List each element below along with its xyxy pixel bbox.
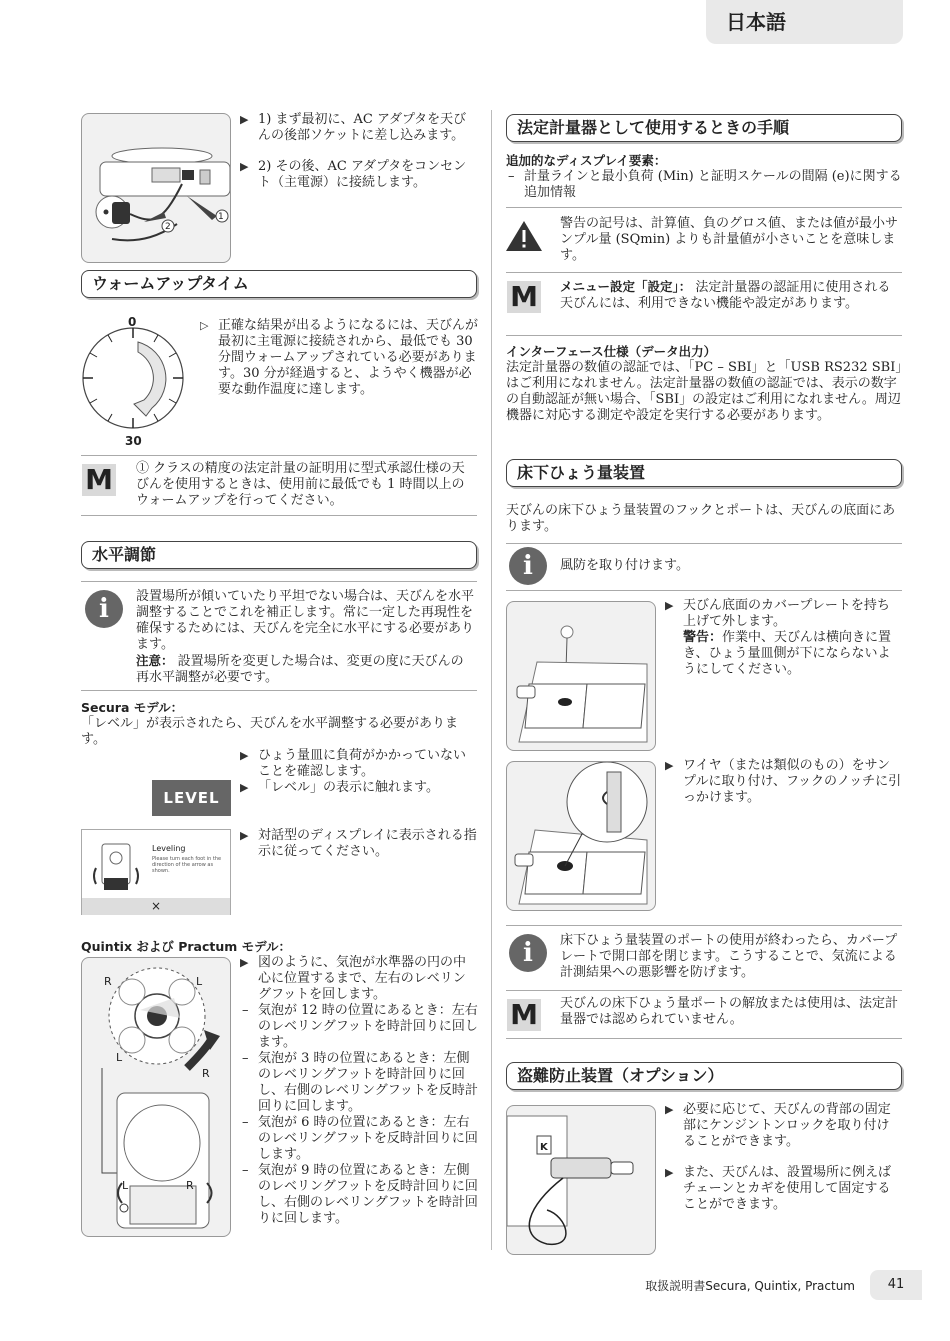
column-divider — [491, 110, 492, 1250]
kensington-figure — [506, 1105, 656, 1255]
quintix-dash-1: – 気泡が 12 時の位置にあるとき：左右のレベリングフットを時計回りに回します。 — [240, 1003, 478, 1051]
leveling-note-label: 注意： — [136, 653, 174, 668]
balance-level-icon — [90, 838, 142, 894]
leveling-info-text — [136, 589, 476, 686]
cover-plate-figure — [506, 601, 656, 751]
kensington-lock-illustration — [507, 1106, 656, 1255]
leveling-screen-title: Leveling — [152, 844, 186, 853]
leveling-bubble-illustration — [82, 958, 231, 1237]
interface-text: 法定計量器の数値の認証では、「PC – SBI」と「USB RS232 SBI」はご利用になれません。法定計量器の数値の認証では、表示の数字の自動認証が無い場合、「SBI」の設定はご利用になれません。周辺機器に対応する測定や設定を実行する必要があります。 — [506, 360, 902, 423]
below-bullet-2: ▶ ワイヤ（または類似のもの）をサンプルに取り付け、フックのノッチに引っかけます。 — [665, 758, 902, 806]
below-m-text: 天びんの床下ひょう量ポートの解放または使用は、法定計量器では認められていません。 — [560, 996, 899, 1027]
cover-plate-illustration — [507, 602, 656, 751]
fig-label-L-mid: L — [116, 1051, 123, 1064]
divider — [506, 1038, 902, 1039]
fig-label-L-top: L — [196, 975, 203, 988]
secura-heading: Secura モデル： — [81, 700, 184, 715]
legal-extra-heading: 追加的なディスプレイ要素： — [506, 153, 667, 168]
divider — [506, 207, 902, 208]
below-bullet-1-text: 天びん底面のカバープレートを持ち上げて外します。 — [683, 598, 890, 629]
fig-label-R-foot: R — [186, 1179, 194, 1192]
fig-number-2: 2 — [165, 222, 171, 232]
interface-heading: インターフェース仕様（データ出力） — [506, 344, 717, 359]
leveling-screen — [81, 829, 231, 915]
leveling-screen-text: Please turn each foot in the direction of the arrow as shown. — [152, 856, 222, 874]
metrology-m-icon: M — [507, 999, 541, 1031]
secura-bullet-3: ▶ 対話型のディスプレイに表示される指示に従ってください。 — [240, 828, 478, 860]
quintix-bullet: ▶ 図のように、気泡が水準器の円の中心に位置するまで、左右のレベリングフットを回します。 — [240, 955, 478, 1003]
divider — [506, 925, 902, 926]
legal-menu-label: メニュー設定「設定」： — [560, 279, 692, 294]
leveling-note-text: 設置場所を変更した場合は、変更の度に天びんの再水平調整が必要です。 — [136, 654, 464, 685]
divider — [506, 990, 902, 991]
divider — [506, 543, 902, 544]
theft-bullet-2: ▶ また、天びんは、設置場所に例えばチェーンとカギを使用して固定することができます。 — [665, 1165, 902, 1213]
info-icon: i — [509, 547, 547, 585]
below-warning-text: 作業中、天びんは横向きに置き、ひょう量皿側が下にならないようにしてください。 — [683, 630, 892, 677]
warmup-clock-icon — [80, 312, 190, 446]
ac-step-2: ▶ 2) その後、AC アダプタをコンセント（主電源）に接続します。 — [240, 159, 478, 191]
section-leveling: 水平調節 — [81, 541, 477, 569]
below-info: 風防を取り付けます。 — [560, 558, 689, 573]
divider — [506, 335, 902, 336]
quintix-dash-4: – 気泡が 9 時の位置にあるとき：左側のレベリングフットを反時計回りに回し、右側のレベリングフットを時計回りに回します。 — [240, 1163, 478, 1227]
legal-menu-text — [560, 279, 902, 312]
below-text: 天びんの床下ひょう量装置のフックとポートは、天びんの底面にあります。 — [506, 503, 896, 534]
leveling-close-button[interactable]: × — [82, 898, 230, 915]
footer-manual-title: 取扱説明書Secura, Quintix, Practum — [645, 1279, 855, 1293]
secura-bullet-1: ▶ ひょう量皿に負荷がかかっていないことを確認します。 — [240, 748, 478, 780]
language-tab: 日本語 — [706, 0, 903, 44]
divider — [81, 690, 477, 691]
fig-number-1: 1 — [218, 212, 224, 222]
divider — [81, 581, 477, 582]
warmup-text: ▷ 正確な結果が出るようになるには、天びんが最初に主電源に接続されから、最低でも 30 分間ウォームアップされている必要があります。30 分が経過すると、ようやく機器が必要な動作温度に達します。 — [200, 318, 478, 398]
leveling-info-body: 設置場所が傾いていたり平坦でない場合は、天びんを水平調整することでこれを補正します。常に一定した再現性を確保するためには、天びんを完全に水平にする必要があります。 — [136, 589, 475, 652]
theft-bullet-1: ▶ 必要に応じて、天びんの背部の固定部にケンジントンロックを取り付けることができます。 — [665, 1102, 902, 1150]
ac-adapter-illustration — [82, 114, 231, 263]
section-warmup: ウォームアップタイム — [81, 270, 477, 298]
divider — [506, 272, 902, 273]
divider — [506, 590, 902, 591]
hook-illustration — [507, 762, 656, 911]
legal-menu-body: 法定計量器の認証用に使用される天びんには、利用できない機能や設定があります。 — [560, 280, 891, 311]
quintix-dash-2: – 気泡が 3 時の位置にあるとき：左側のレベリングフットを時計回りに回し、右側のレベリングフットを反時計回りに回します。 — [240, 1051, 478, 1115]
legal-extra-dash: – 計量ラインと最小負荷 (Min) と証明スケールの間隔 (e)に関する追加情報 — [506, 169, 902, 201]
quintix-heading: Quintix および Practum モデル： — [81, 939, 292, 954]
section-anti-theft: 盗難防止装置（オプション） — [506, 1062, 902, 1090]
hook-figure — [506, 761, 656, 911]
fig-label-R-mid: R — [202, 1067, 210, 1080]
warning-icon — [504, 219, 544, 253]
quintix-dash-3: – 気泡が 6 時の位置にあるとき：左右のレベリングフットを反時計回りに回します。 — [240, 1115, 478, 1163]
level-button[interactable]: LEVEL — [152, 780, 231, 816]
ac-adapter-figure — [81, 113, 231, 263]
secura-bullet-2: ▶ 「レベル」の表示に触れます。 — [240, 780, 478, 796]
legal-warning-text: 警告の記号は、計算値、負のグロス値、または値が最小サンプル量 (SQmin) よりも計量値が小さいことを意味します。 — [560, 216, 899, 263]
ac-step-1: ▶ 1) まず最初に、AC アダプタを天びんの後部ソケットに差し込みます。 — [240, 112, 478, 144]
below-warning-label: 警告： — [683, 630, 723, 645]
fig-label-R-top: R — [104, 975, 112, 988]
quintix-level-figure — [81, 957, 231, 1237]
secura-text: 「レベル」が表示されたら、天びんを水平調整する必要があります。 — [81, 716, 459, 747]
section-below-balance: 床下ひょう量装置 — [506, 459, 902, 487]
clock-label-30: 30 — [125, 434, 142, 448]
page-number: 41 — [870, 1270, 922, 1300]
info-icon: i — [85, 590, 123, 628]
below-info-2: 床下ひょう量装置のポートの使用が終わったら、カバープレートで開口部を閉じます。こうすることで、気流による計測結果への悪影響を防げます。 — [560, 933, 898, 980]
info-icon: i — [509, 934, 547, 972]
metrology-m-icon: M — [82, 464, 116, 496]
below-bullet-1 — [665, 598, 902, 678]
fig-label-L-foot: L — [122, 1179, 129, 1192]
section-legal-metrology: 法定計量器として使用するときの手順 — [506, 114, 902, 142]
clock-label-0: 0 — [128, 315, 137, 329]
warmup-m-text: ① クラスの精度の法定計量の証明用に型式承認仕様の天びんを使用するときは、使用前に最低でも 1 時間以上のウォームアップを行ってください。 — [136, 461, 465, 508]
lock-label: K — [540, 1142, 548, 1153]
divider — [81, 515, 477, 516]
metrology-m-icon: M — [507, 281, 541, 313]
divider — [81, 455, 477, 456]
